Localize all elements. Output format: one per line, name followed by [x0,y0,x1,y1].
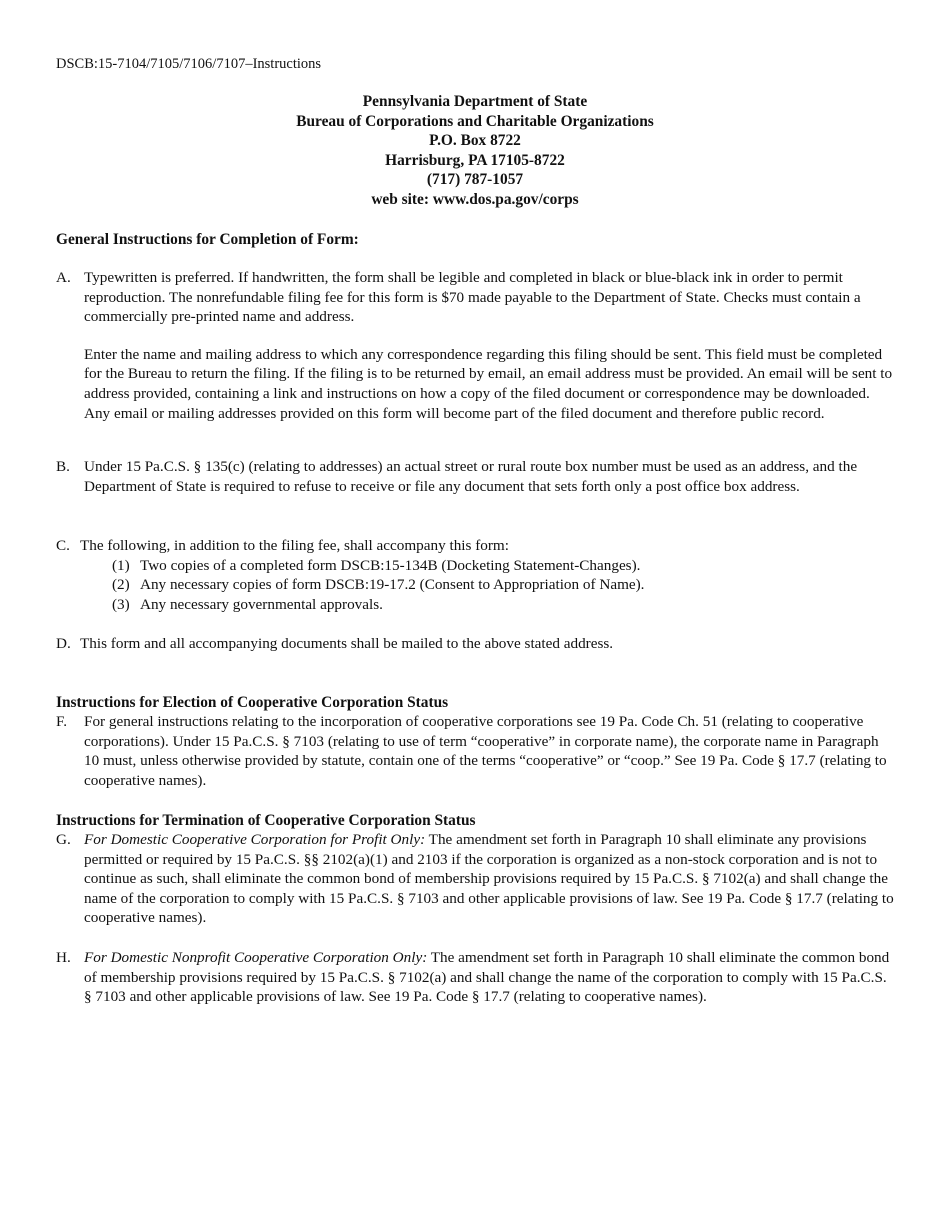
instruction-c [56,536,896,614]
election-instructions-title: Instructions for Election of Cooperative Corporation Status [56,694,449,711]
termination-instructions-title: Instructions for Termination of Cooperative Corporation Status [56,812,476,829]
instruction-g-body: The amendment set forth in Paragraph 10 shall eliminate any provisions permitted or required by 15 Pa.C.S. §§ 2102(a)(1) and 2103 if the corporation is organized as a non-stock corporation and is not to continue as such, shall eliminate the common bond of membership provisions required by 15 Pa.C.S. § 7102(a) and shall change the name of the corporation to comply with 15 Pa.C.S. § 7103 and other applicable provisions of law. See 19 Pa. Code § 17.7 (relating to cooperative names). [84,831,894,927]
item-letter: F. [56,713,68,730]
header-city: Harrisburg, PA 17105-8722 [385,151,565,169]
department-header [0,92,950,210]
instruction-d [56,634,896,654]
required-attachments-list [112,556,896,615]
header-department: Pennsylvania Department of State [362,93,588,110]
instruction-g-lead: For Domestic Cooperative Corporation for Profit Only: [84,831,426,848]
instruction-a [56,268,896,423]
instruction-d-text: This form and all accompanying documents shall be mailed to the above stated address. [80,635,614,652]
list-item-number: (3) [112,595,130,613]
item-letter: H. [56,949,71,966]
instruction-f [56,712,896,790]
item-letter: G. [56,831,71,848]
header-phone: (717) 787-1057 [426,171,524,189]
list-item [112,575,896,595]
general-instructions-title: General Instructions for Completion of Form: [56,231,359,248]
header-bureau: Bureau of Corporations and Charitable Organizations [296,112,654,130]
instruction-h-lead: For Domestic Nonprofit Cooperative Corporation Only: [84,949,428,966]
instruction-h-text [84,948,896,1007]
instruction-b [56,457,896,496]
instruction-h [56,948,896,1007]
item-letter: C. [56,537,70,554]
list-item-number: (2) [112,576,130,594]
instruction-a-paragraph-1: Typewritten is preferred. If handwritten, the form shall be legible and completed in black or blue-black ink in order to permit reproduction. The nonrefundable filing fee for this form is $70 made payable to the Department of State. Checks must contain a commercially pre-printed name and address. [84,269,861,326]
list-item [112,595,896,615]
instruction-c-lead: The following, in addition to the filing fee, shall accompany this form: [80,537,509,554]
item-letter: D. [56,635,71,652]
header-website: web site: www.dos.pa.gov/corps [371,190,579,208]
instruction-h-body: The amendment set forth in Paragraph 10 shall eliminate the common bond of membership provisions required by 15 Pa.C.S. § 7102(a) and shall change the name of the corporation to comply with 15 Pa.C.S. § 7103 and other applicable provisions of law. See 19 Pa. Code § 17.7 (relating to cooperative names). [84,949,890,1006]
item-letter: B. [56,458,70,475]
list-item-number: (1) [112,556,130,574]
header-po-box: P.O. Box 8722 [429,132,521,150]
instruction-a-paragraph-2: Enter the name and mailing address to which any correspondence regarding this filing should be sent. This field must be completed for the Bureau to return the filing. If the filing is to be returned by email, an email address must be provided. An email will be sent to address provided, containing a link and instructions on how a copy of the filed document or correspondence may be downloaded. Any email or mailing addresses provided on this form will become part of the filed document and therefore public record. [84,345,893,422]
list-item-text: Any necessary governmental approvals. [140,595,383,613]
instruction-g-text [84,830,896,928]
list-item [112,556,896,576]
list-item-text: Two copies of a completed form DSCB:15-134B (Docketing Statement-Changes). [140,556,641,574]
item-letter: A. [56,269,71,286]
instruction-g [56,830,896,928]
list-item-text: Any necessary copies of form DSCB:19-17.2 (Consent to Appropriation of Name). [140,576,645,594]
instruction-b-text: Under 15 Pa.C.S. § 135(c) (relating to addresses) an actual street or rural route box number must be used as an address, and the Department of State is required to refuse to receive or file any document that sets forth only a post office box address. [84,458,858,495]
form-identifier: DSCB:15-7104/7105/7106/7107–Instructions [56,56,322,72]
instruction-f-text: For general instructions relating to the incorporation of cooperative corporations see 19 Pa. Code Ch. 51 (relating to cooperative corporations). Under 15 Pa.C.S. § 7103 (relating to use of term “cooperative” in corporate name), the corporate name in Paragraph 10 must, unless otherwise provided by statute, contain one of the terms “cooperative” or “coop.” See 19 Pa. Code § 17.7 (relating to cooperative names). [84,713,887,789]
